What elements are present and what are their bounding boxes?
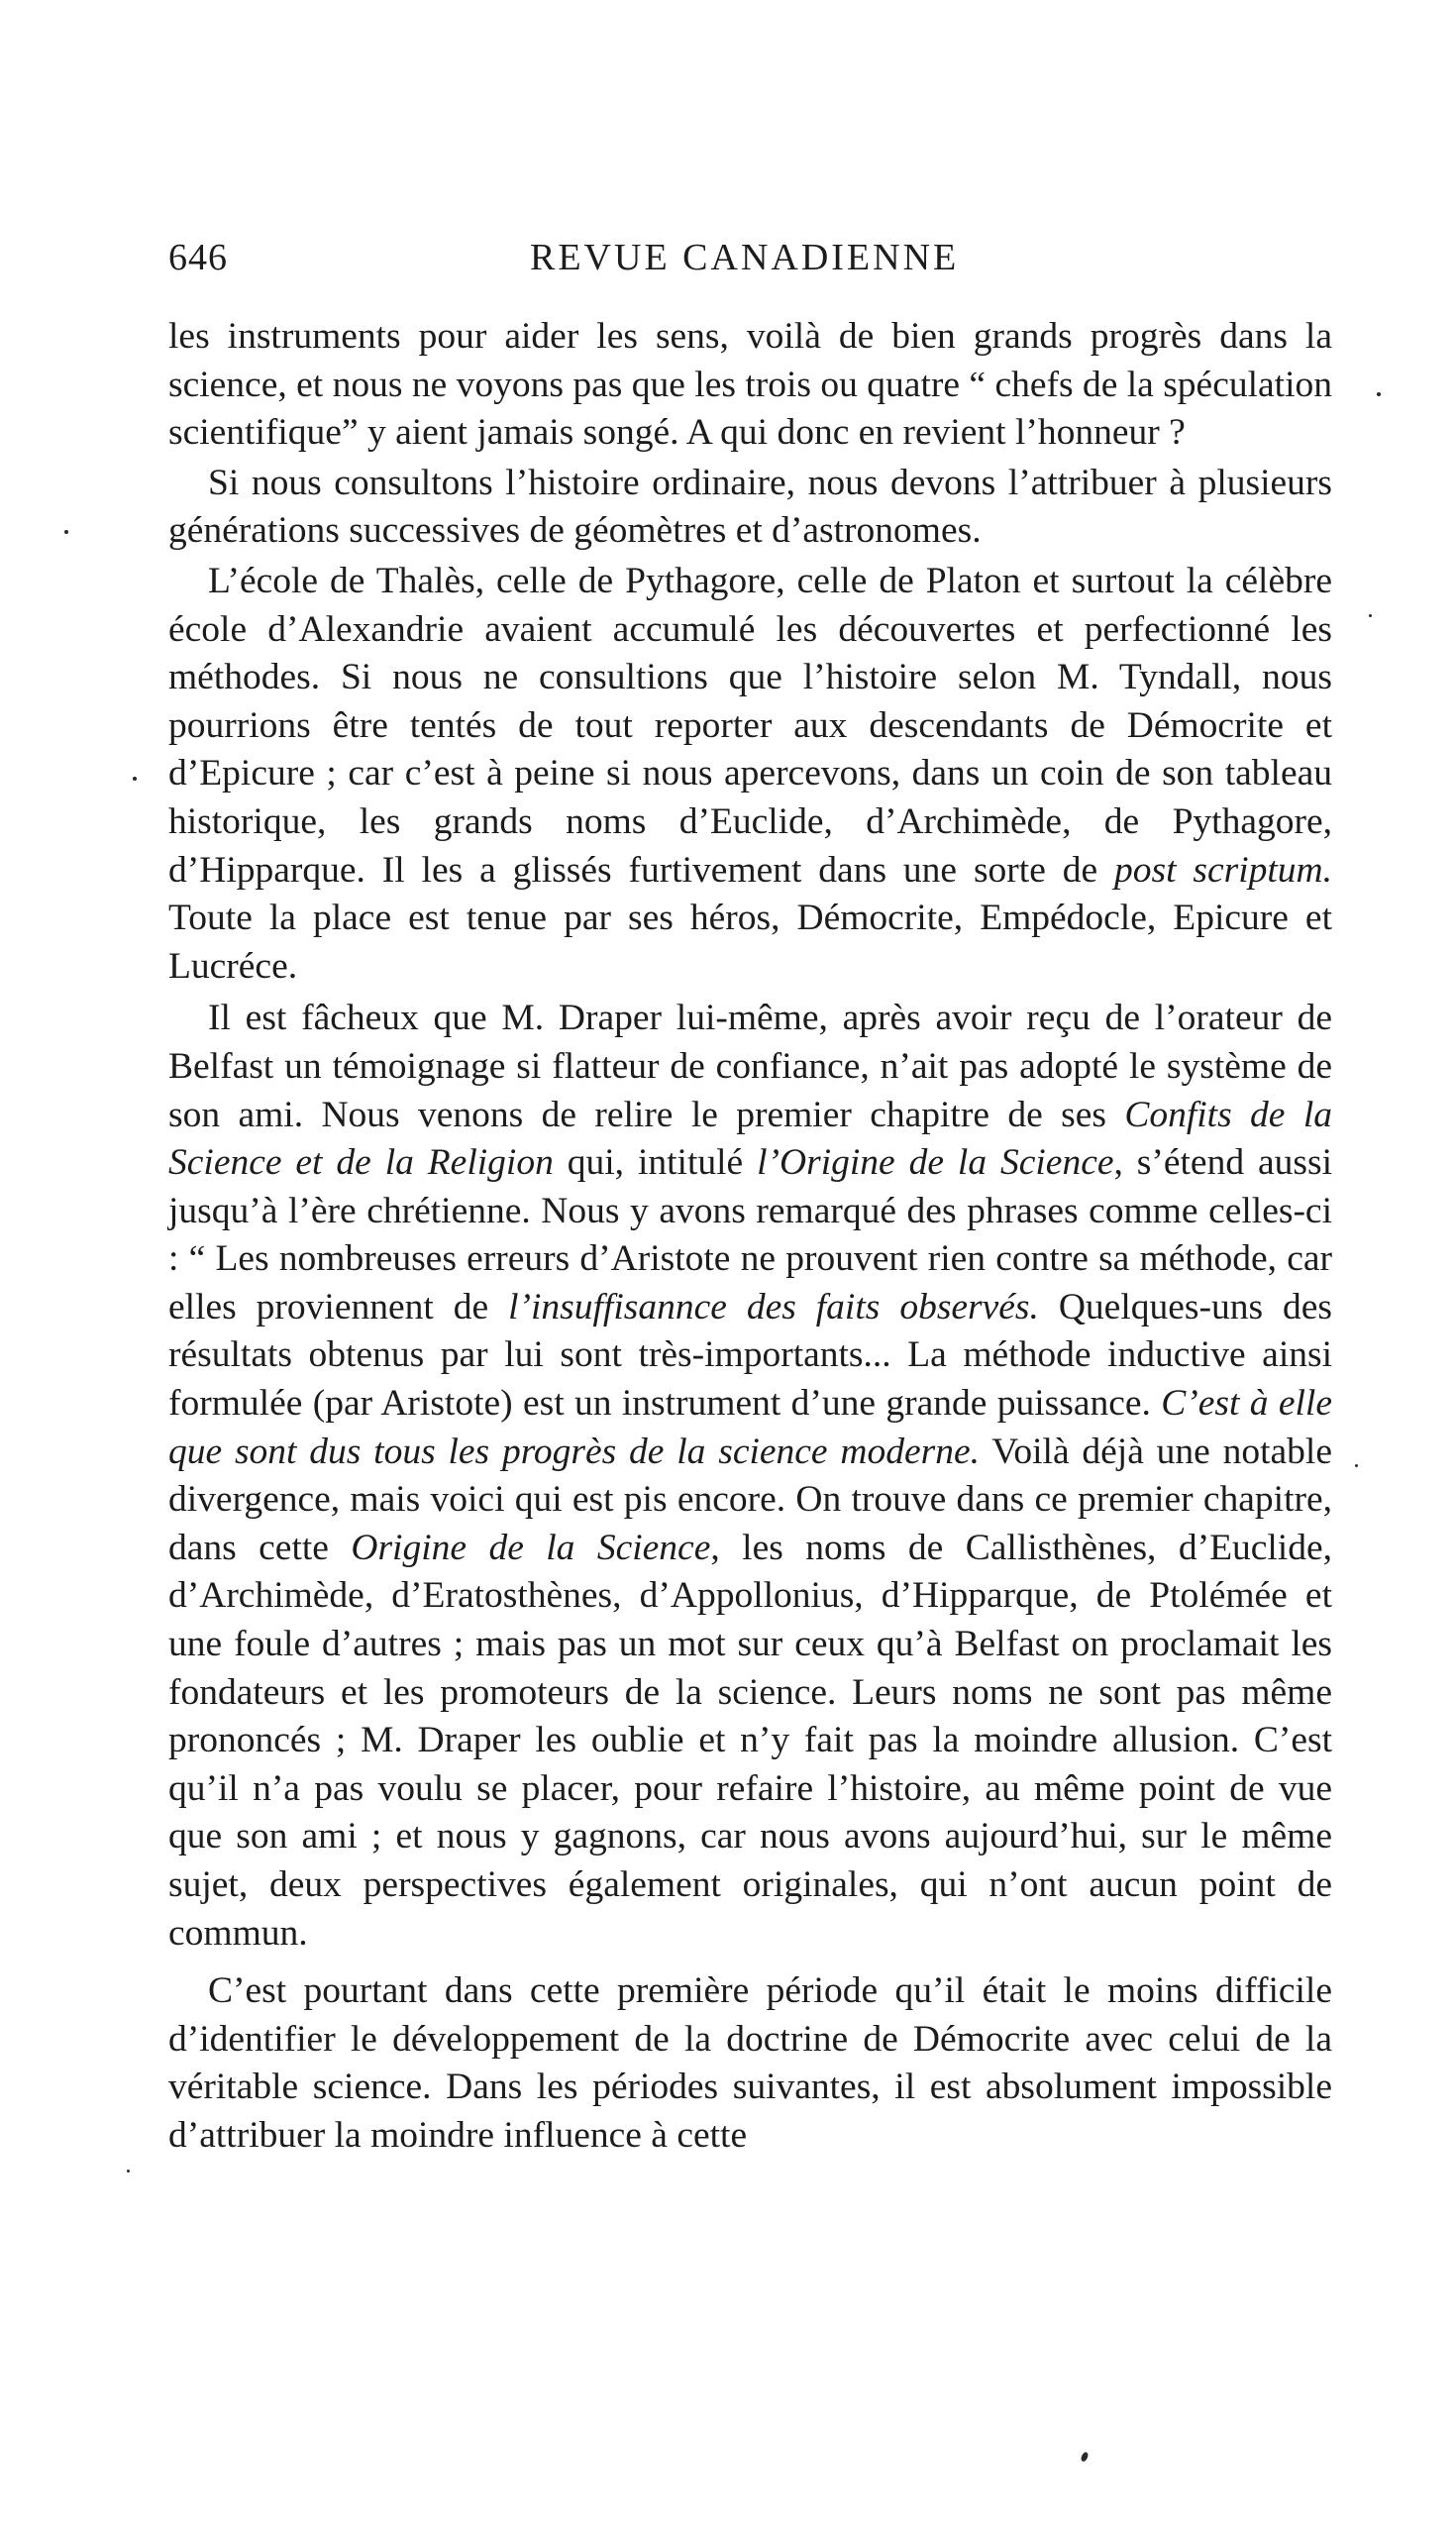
text-segment: L’école de Thalès, celle de Pythagore, celle de Platon et surtout la célèbre école d’Alexandrie avaient accumulé les découvertes et perfectionné les méthodes. Si nous ne consultions que l’histoire selon M. Tyndall, nous pourrions être tentés de tout reporter aux descendants de Démocrite et d’Epicure ; car c’est à peine si nous apercevons, dans un coin de son tableau historique, les grands noms d’Euclide, d’Archimède, de Pythagore, d’Hipparque. Il les a glissés furtivement dans une sorte de (168, 560, 1332, 891)
paragraph-3 (168, 558, 1332, 991)
page-header (168, 236, 1337, 295)
page-body (168, 313, 1332, 2161)
text-segment: Il est fâcheux que M. Draper lui-même, après avoir reçu de l’orateur de Belfast un témoignage si flatteur de confiance, n’ait pas adopté le système de son ami. Nous venons de relire le premier chapitre de ses (168, 998, 1332, 1135)
paragraph-1 (168, 313, 1332, 458)
paragraph-5 (168, 1967, 1332, 2160)
running-title: REVUE CANADIENNE (530, 237, 960, 278)
text-segment: Voilà déjà une notable divergence, mais voici qui est pis encore. On trouve dans ce premier chapitre, dans cette (168, 1431, 1332, 1568)
italic-text-segment: Confits de la Science et de la Religion (168, 1094, 1332, 1184)
scan-speck (133, 777, 137, 781)
italic-text-segment: Origine de la Science (351, 1527, 711, 1568)
scan-speck (1369, 614, 1372, 617)
paragraph-2 (168, 460, 1332, 556)
text-segment: qui, intitulé (553, 1142, 758, 1184)
text-segment: C’est pourtant dans cette première période qu’il était le moins difficile d’identifier le développement de la doctrine de Démocrite avec celui de la véritable science. Dans les périodes suivantes, il est absolument impossible d’attribuer la moindre influence à cette (168, 1970, 1332, 2156)
scan-speck (1355, 1464, 1358, 1467)
italic-text-segment: l’insuffisannce des faits observés. (508, 1286, 1039, 1327)
italic-text-segment: C’est à elle que sont dus tous les progrès de la science moderne. (168, 1383, 1332, 1472)
page-number: 646 (168, 237, 228, 278)
text-segment: , les noms de Callisthènes, d’Euclide, d’Archimède, d’Eratosthènes, d’Appollonius, d’Hipparque, de Ptolémée et une foule d’autres ; mais pas un mot sur ceux qu’à Belfast on proclamait les fondateurs et les promoteurs de la science. Leurs noms ne sont pas même prononcés ; M. Draper les oublie et n’y fait pas la moindre allusion. C’est qu’il n’a pas voulu se placer, pour refaire l’histoire, au même point de vue que son ami ; et nous y gagnons, car nous avons aujourd’hui, sur le même sujet, deux perspectives également originales, qui n’ont aucun point de commun. (168, 1527, 1332, 1954)
text-segment: Si nous consultons l’histoire ordinaire, nous devons l’attribuer à plusieurs générations successives de géomètres et d’astronomes. (168, 462, 1332, 552)
text-segment: les instruments pour aider les sens, voilà de bien grands progrès dans la science, et nous ne voyons pas que les trois ou quatre “ chefs de la spéculation scientifique” y aient jamais songé. A qui donc en revient l’honneur ? (168, 316, 1332, 454)
scan-speck (127, 2170, 130, 2173)
italic-text-segment: post scriptum. (1113, 849, 1332, 891)
text-segment: Quelques-uns des résultats obtenus par lui sont très-importants... La méthode inductive ainsi formulée (par Aristote) est un instrument d’une grande puissance. (168, 1286, 1333, 1425)
text-segment: , s’étend aussi jusqu’à l’ère chrétienne. Nous y avons remarqué des phrases comme celles-ci : “ Les nombreuses erreurs d’Aristote ne prouvent rien contre sa méthode, car elles proviennent de (168, 1142, 1332, 1327)
italic-text-segment: l’Origine de la Science (757, 1142, 1114, 1184)
scan-speck (1080, 2451, 1090, 2463)
text-segment: Toute la place est tenue par ses héros, Démocrite, Empédocle, Epicure et Lucréce. (168, 898, 1332, 987)
paragraph-4 (168, 995, 1332, 1958)
scan-speck (64, 530, 68, 534)
scan-speck (1377, 392, 1381, 396)
